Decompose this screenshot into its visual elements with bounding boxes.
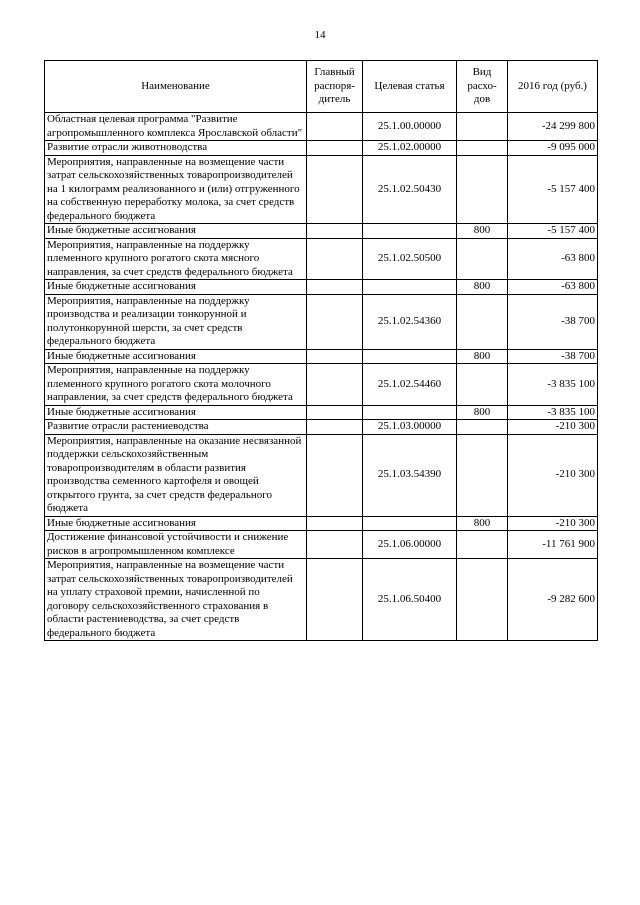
row-code-cell: 25.1.02.50500: [363, 238, 457, 280]
row-name-cell: Областная целевая программа "Развитие агропромышленного комплекса Ярославской области": [45, 113, 307, 141]
row-kind-cell: [457, 155, 508, 224]
header-manager: Главный распоря- дитель: [307, 61, 363, 113]
row-name-cell: Развитие отрасли животноводства: [45, 141, 307, 156]
row-code-cell: 25.1.06.00000: [363, 531, 457, 559]
row-code-cell: [363, 224, 457, 239]
row-amount-cell: -210 300: [508, 420, 598, 435]
page-number: 14: [314, 29, 326, 41]
row-name-cell: Мероприятия, направленные на оказание несвязанной поддержки сельскохозяйственным товаропроизводителям в области развития производства семенного картофеля и овощей открытого грунта, за счет средств федерального бюджета: [45, 434, 307, 516]
row-manager-cell: [307, 224, 363, 239]
row-code-cell: 25.1.06.50400: [363, 559, 457, 641]
row-name-cell: Мероприятия, направленные на поддержку племенного крупного рогатого скота мясного направления, за счет средств федерального бюджета: [45, 238, 307, 280]
row-manager-cell: [307, 155, 363, 224]
row-amount-cell: -3 835 100: [508, 405, 598, 420]
table-row: [45, 364, 598, 406]
table-row: [45, 238, 598, 280]
row-amount-cell: -5 157 400: [508, 155, 598, 224]
row-code-cell: 25.1.03.54390: [363, 434, 457, 516]
row-kind-cell: [457, 434, 508, 516]
row-code-cell: 25.1.02.54460: [363, 364, 457, 406]
row-amount-cell: -210 300: [508, 434, 598, 516]
table-body: [45, 113, 598, 641]
row-amount-cell: -63 800: [508, 280, 598, 295]
header-year: 2016 год (руб.): [508, 61, 598, 113]
table-row: [45, 280, 598, 295]
table-row: [45, 434, 598, 516]
row-kind-cell: 800: [457, 405, 508, 420]
row-kind-cell: [457, 141, 508, 156]
row-kind-cell: 800: [457, 280, 508, 295]
row-amount-cell: -11 761 900: [508, 531, 598, 559]
row-kind-cell: [457, 238, 508, 280]
table-row: [45, 294, 598, 349]
row-code-cell: 25.1.02.54360: [363, 294, 457, 349]
row-amount-cell: -38 700: [508, 349, 598, 364]
budget-table: [44, 60, 598, 641]
row-manager-cell: [307, 280, 363, 295]
row-name-cell: Иные бюджетные ассигнования: [45, 224, 307, 239]
row-manager-cell: [307, 113, 363, 141]
row-code-cell: [363, 349, 457, 364]
row-code-cell: 25.1.02.50430: [363, 155, 457, 224]
row-name-cell: Иные бюджетные ассигнования: [45, 516, 307, 531]
row-manager-cell: [307, 141, 363, 156]
row-amount-cell: -9 095 000: [508, 141, 598, 156]
row-amount-cell: -3 835 100: [508, 364, 598, 406]
table-row: [45, 224, 598, 239]
row-name-cell: Мероприятия, направленные на поддержку племенного крупного рогатого скота молочного направления, за счет средств федерального бюджета: [45, 364, 307, 406]
table-row: [45, 141, 598, 156]
table-row: [45, 531, 598, 559]
row-name-cell: Мероприятия, направленные на поддержку производства и реализации тонкорунной и полутонкорунной шерсти, за счет средств федерального бюджета: [45, 294, 307, 349]
row-kind-cell: [457, 559, 508, 641]
header-kind: Вид расхо- дов: [457, 61, 508, 113]
row-code-cell: [363, 405, 457, 420]
table-row: [45, 349, 598, 364]
header-target: Целевая статья: [363, 61, 457, 113]
table-row: [45, 559, 598, 641]
row-manager-cell: [307, 349, 363, 364]
table-header-row: [45, 61, 598, 113]
row-kind-cell: 800: [457, 349, 508, 364]
row-manager-cell: [307, 364, 363, 406]
table-row: [45, 420, 598, 435]
row-kind-cell: [457, 113, 508, 141]
row-amount-cell: -9 282 600: [508, 559, 598, 641]
table-row: [45, 516, 598, 531]
row-kind-cell: [457, 364, 508, 406]
row-code-cell: [363, 516, 457, 531]
row-manager-cell: [307, 405, 363, 420]
row-name-cell: Иные бюджетные ассигнования: [45, 405, 307, 420]
row-kind-cell: [457, 531, 508, 559]
row-amount-cell: -210 300: [508, 516, 598, 531]
row-kind-cell: [457, 294, 508, 349]
row-amount-cell: -5 157 400: [508, 224, 598, 239]
row-amount-cell: -38 700: [508, 294, 598, 349]
row-manager-cell: [307, 238, 363, 280]
row-amount-cell: -63 800: [508, 238, 598, 280]
row-kind-cell: 800: [457, 516, 508, 531]
row-manager-cell: [307, 531, 363, 559]
row-name-cell: Мероприятия, направленные на возмещение части затрат сельскохозяйственных товаропроизводителей на уплату страховой премии, начисленной по договору сельскохозяйственного страхования в области растениеводства, за счет средств федерального бюджета: [45, 559, 307, 641]
row-manager-cell: [307, 559, 363, 641]
row-name-cell: Мероприятия, направленные на возмещение части затрат сельскохозяйственных товаропроизводителей на 1 килограмм реализованного и (или) отгруженного на собственную переработку молока, за счет средств федерального бюджета: [45, 155, 307, 224]
row-amount-cell: -24 299 800: [508, 113, 598, 141]
header-name: Наименование: [45, 61, 307, 113]
row-name-cell: Иные бюджетные ассигнования: [45, 349, 307, 364]
row-manager-cell: [307, 434, 363, 516]
row-name-cell: Достижение финансовой устойчивости и снижение рисков в агропромышленном комплексе: [45, 531, 307, 559]
row-code-cell: [363, 280, 457, 295]
table-row: [45, 405, 598, 420]
row-code-cell: 25.1.00.00000: [363, 113, 457, 141]
row-manager-cell: [307, 516, 363, 531]
row-manager-cell: [307, 294, 363, 349]
row-code-cell: 25.1.02.00000: [363, 141, 457, 156]
row-code-cell: 25.1.03.00000: [363, 420, 457, 435]
row-name-cell: Развитие отрасли растениеводства: [45, 420, 307, 435]
table-row: [45, 155, 598, 224]
table-row: [45, 113, 598, 141]
row-manager-cell: [307, 420, 363, 435]
row-name-cell: Иные бюджетные ассигнования: [45, 280, 307, 295]
row-kind-cell: [457, 420, 508, 435]
row-kind-cell: 800: [457, 224, 508, 239]
